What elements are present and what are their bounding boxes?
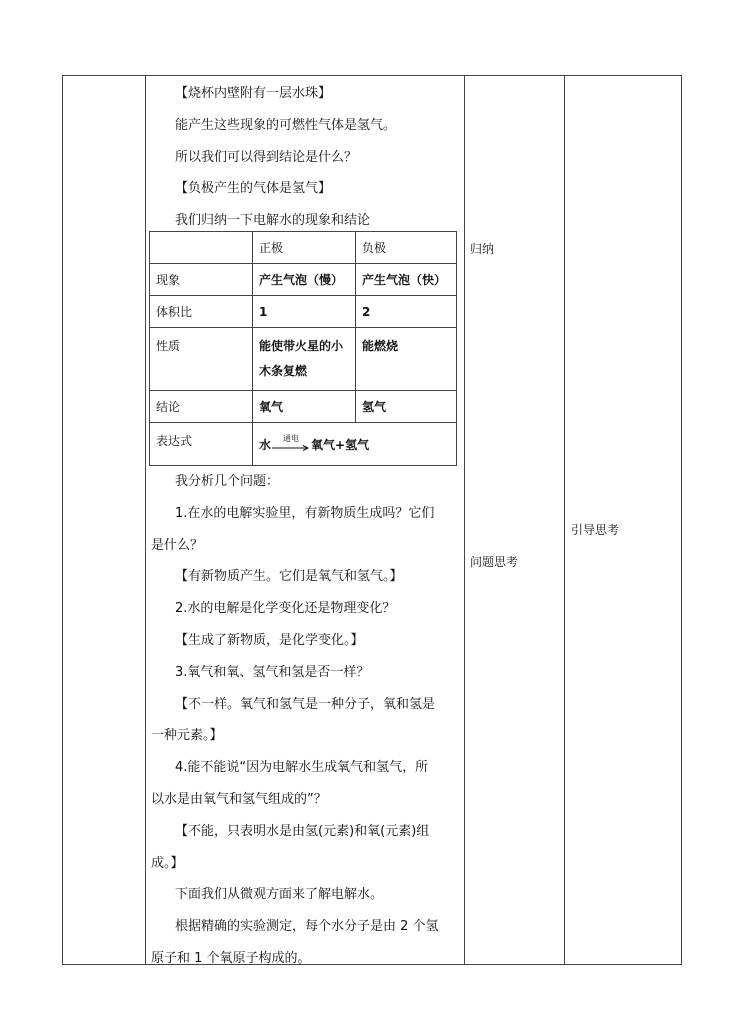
table-header-cell: 正极 [253, 232, 356, 264]
text-line: 2.水的电解是化学变化还是物理变化？ [175, 601, 396, 617]
table-cell: 能使带火星的小木条复燃 [253, 328, 356, 391]
reaction-condition: 通电 [283, 433, 300, 443]
text-line: 3.氧气和氧、氢气和氢是否一样？ [175, 664, 370, 680]
table-cell: 能燃烧 [356, 328, 457, 391]
student-activity-thinking: 问题思考 [470, 555, 519, 569]
text-line: 一种元素。】 [151, 728, 223, 744]
table-row [150, 423, 457, 466]
text-line: 我分析几个问题： [175, 474, 280, 489]
row-label: 现象 [150, 264, 253, 296]
word-equation [253, 423, 457, 466]
row-label: 体积比 [150, 296, 253, 328]
text-line: 根据精确的实验测定，每个水分子是由 2 个氢 [175, 919, 439, 935]
text-line: 【烧杯内壁附有一层水珠】 [175, 86, 332, 101]
reaction-arrow [272, 433, 310, 453]
table-cell: 产生气泡（慢） [253, 264, 356, 296]
table-row [150, 264, 457, 296]
electrolysis-summary-table [149, 231, 457, 466]
table-header-cell: 负极 [356, 232, 457, 264]
text-line: 【不能，只表明水是由氢(元素)和氧(元素)组 [175, 823, 430, 839]
text-line: 是什么？ [151, 537, 204, 553]
table-cell: 氧气 [253, 391, 356, 423]
text-line: 【有新物质产生。它们是氧气和氢气。】 [175, 569, 403, 585]
table-cell: 1 [253, 296, 356, 328]
text-line: 原子和 1 个氧原子构成的。 [151, 950, 311, 966]
design-intent-guide: 引导思考 [571, 523, 620, 537]
text-line: 4.能不能说“因为电解水生成氧气和氢气，所 [175, 760, 429, 776]
table-row [150, 296, 457, 328]
row-label: 性质 [150, 328, 253, 391]
table-cell: 氢气 [356, 391, 457, 423]
student-activity-summarize: 归纳 [470, 242, 495, 256]
table-row [150, 391, 457, 423]
text-line: 1.在水的电解实验里，有新物质生成吗？它们 [175, 505, 435, 521]
teacher-activity-top [148, 78, 460, 237]
table-cell: 2 [356, 296, 457, 328]
arrow-icon [272, 445, 310, 451]
teacher-activity-questions [148, 466, 460, 975]
row-label: 表达式 [150, 423, 253, 466]
text-line: 【不一样。氧气和氢气是一种分子，氧和氢是 [175, 696, 436, 712]
column-divider [564, 76, 565, 964]
row-label: 结论 [150, 391, 253, 423]
table-header-row [150, 232, 457, 264]
equation-reactant: 水 [259, 437, 272, 452]
text-line: 以水是由氧气和氢气组成的”？ [151, 791, 327, 807]
text-line: 【生成了新物质，是化学变化。】 [175, 632, 364, 648]
table-row [150, 328, 457, 391]
text-line: 能产生这些现象的可燃性气体是氢气。 [175, 117, 397, 133]
column-divider [145, 76, 146, 964]
text-line: 我们归纳一下电解水的现象和结论 [175, 213, 371, 229]
text-line: 所以我们可以得到结论是什么？ [175, 149, 358, 165]
text-line: 【负极产生的气体是氢气】 [175, 181, 332, 197]
table-cell: 产生气泡（快） [356, 264, 457, 296]
equation-products: 氧气+氢气 [311, 437, 370, 452]
column-divider [464, 76, 465, 964]
text-line: 成。】 [151, 855, 184, 871]
table-header-cell [150, 232, 253, 264]
text-line: 下面我们从微观方面来了解电解水。 [175, 887, 384, 903]
